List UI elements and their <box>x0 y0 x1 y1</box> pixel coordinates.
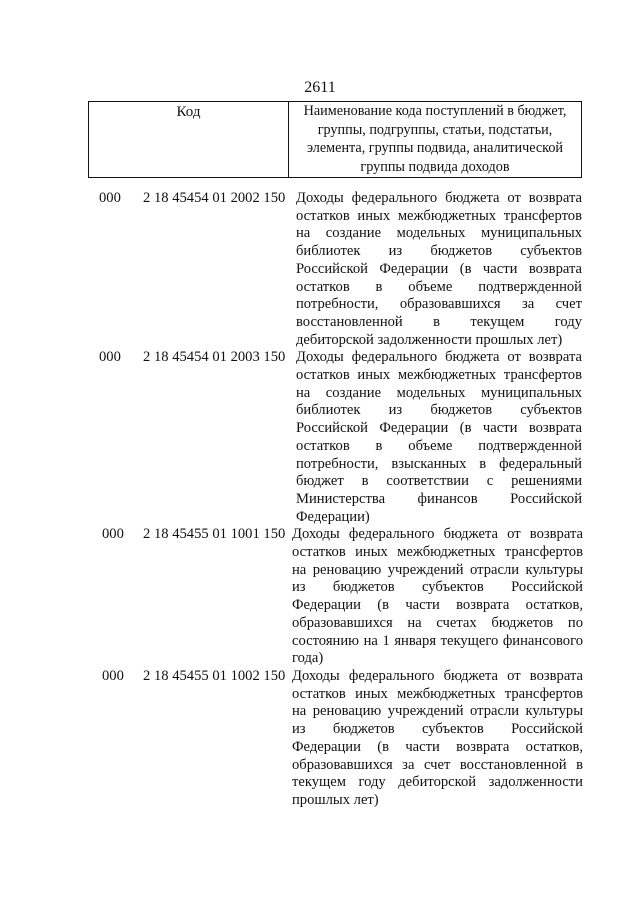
table-body <box>0 190 640 810</box>
table-header <box>88 101 582 178</box>
table-row <box>0 349 640 526</box>
row-description: Доходы федерального бюджета от возврата остатков иных межбюджетных трансфертов на реновацию учреждений отрасли культуры из бюджетов субъектов Российской Федерации (в части возврата остатков, образовавшихся на счетах бюджетов по состоянию на 1 января текущего финансового года) <box>292 526 583 667</box>
table-row <box>0 526 640 668</box>
table-row <box>0 668 640 810</box>
page-number: 2611 <box>304 79 336 96</box>
row-description: Доходы федерального бюджета от возврата остатков иных межбюджетных трансфертов на реновацию учреждений отрасли культуры из бюджетов субъектов Российской Федерации (в части возврата остатков, образовавшихся за счет восстановленной в текущем году дебиторской задолженности прошлых лет) <box>292 667 583 808</box>
row-admin-code: 000 <box>102 667 124 684</box>
row-admin-code: 000 <box>102 526 124 543</box>
row-admin-code: 000 <box>99 349 121 366</box>
row-income-code: 2 18 45454 01 2002 150 <box>143 190 286 206</box>
header-code-column: Код <box>89 102 289 177</box>
header-name-column: Наименование кода поступлений в бюджет, группы, подгруппы, статьи, подстатьи, элемента, группы подвида, аналитической группы подвида доходов <box>303 103 567 175</box>
row-description: Доходы федерального бюджета от возврата остатков иных межбюджетных трансфертов на создание модельных муниципальных библиотек из бюджетов субъектов Российской Федерации (в части возврата остатков в объеме подтвержденной потребности, взысканных в федеральный бюджет в соответствии с решениями Министерства финансов Российской Федерации) <box>296 349 582 525</box>
row-income-code: 2 18 45454 01 2003 150 <box>143 349 286 366</box>
table-row <box>0 190 640 349</box>
row-admin-code: 000 <box>99 190 121 206</box>
row-income-code: 2 18 45455 01 1002 150 <box>143 667 286 684</box>
row-income-code: 2 18 45455 01 1001 150 <box>143 526 286 543</box>
row-description: Доходы федерального бюджета от возврата остатков иных межбюджетных трансфертов на создание модельных муниципальных библиотек из бюджетов субъектов Российской Федерации (в части возврата остатков в объеме подтвержденной потребности, образовавшихся за счет восстановленной в текущем году дебиторской задолженности прошлых лет) <box>296 190 582 348</box>
